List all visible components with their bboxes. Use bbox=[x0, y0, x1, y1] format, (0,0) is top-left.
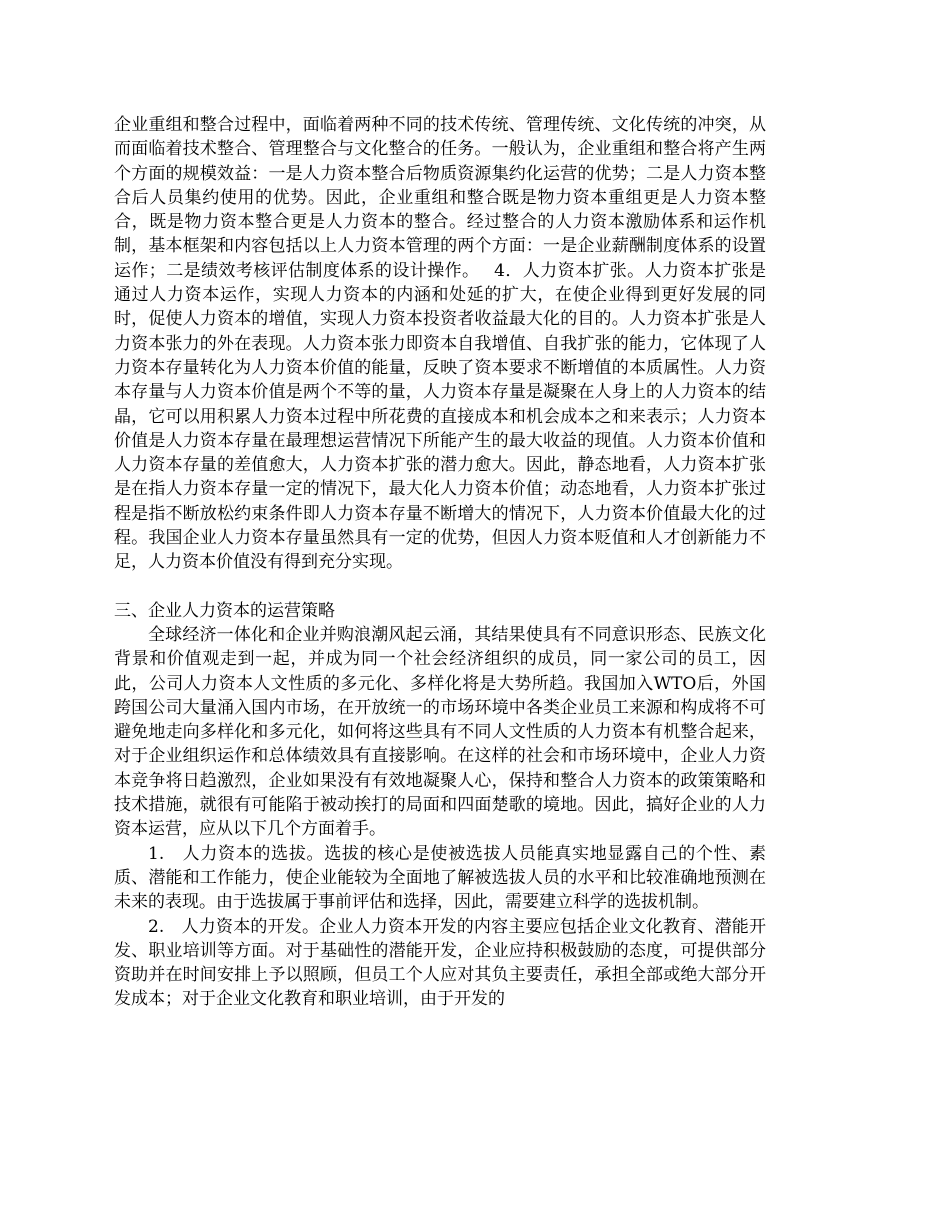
paragraph-development: 2. 人力资本的开发。企业人力资本开发的内容主要应包括企业文化教育、潜能开发、职业培训等方面。对于基础性的潜能开发，企业应持积极鼓励的态度，可提供部分资助并在时间安排上予以照顾，但员工个人应对其负主要责任，承担全部或绝大部分开发成本；对于企业文化教育和职业培训，由于开发的 bbox=[114, 916, 766, 1010]
section-heading: 三、企业人力资本的运营策略 bbox=[114, 600, 335, 621]
paragraph-strategy-intro: 全球经济一体化和企业并购浪潮风起云涌，其结果使具有不同意识形态、民族文化背景和价值观走到一起，并成为同一个社会经济组织的成员，同一家公司的员工，因此，公司人力资本人文性质的多元化、多样化将是大势所趋。我国加入WTO后，外国跨国公司大量涌入国内市场，在开放统一的市场环境中各类企业员工来源和构成将不可避免地走向多样化和多元化，如何将这些具有不同人文性质的人力资本有机整合起来，对于企业组织运作和总体绩效具有直接影响。在这样的社会和市场环境中，企业人力资本竞争将日趋激烈，企业如果没有有效地凝聚人心，保持和整合人力资本的政策策略和技术措施，就很有可能陷于被动挨打的局面和四面楚歌的境地。因此，搞好企业的人力资本运营，应从以下几个方面着手。 bbox=[114, 624, 766, 840]
paragraph-selection: 1. 人力资本的选拔。选拔的核心是使被选拔人员能真实地显露自己的个性、素质、潜能和工作能力，使企业能较为全面地了解被选拔人员的水平和比较准确地预测在未来的表现。由于选拔属于事前评估和选择，因此，需要建立科学的选拔机制。 bbox=[114, 843, 766, 913]
document-body bbox=[114, 113, 766, 1012]
paragraph-integration-expansion: 企业重组和整合过程中，面临着两种不同的技术传统、管理传统、文化传统的冲突，从而面临着技术整合、管理整合与文化整合的任务。一般认为，企业重组和整合将产生两个方面的规模效益：一是人力资本整合后物质资源集约化运营的优势；二是人力资本整合后人员集约使用的优势。因此，企业重组和整合既是物力资本重组更是人力资本整合，既是物力资本整合更是人力资本的整合。经过整合的人力资本激励体系和运作机制，基本框架和内容包括以上人力资本管理的两个方面：一是企业薪酬制度体系的设置运作；二是绩效考核评估制度体系的设计操作。 4．人力资本扩张。人力资本扩张是通过人力资本运作，实现人力资本的内涵和处延的扩大，在使企业得到更好发展的同时，促使人力资本的增值，实现人力资本投资者收益最大化的目的。人力资本扩张是人力资本张力的外在表现。人力资本张力即资本自我增值、自我扩张的能力，它体现了人力资本存量转化为人力资本价值的能量，反映了资本要求不断增值的本质属性。人力资本存量与人力资本价值是两个不等的量，人力资本存量是凝聚在人身上的人力资本的结晶，它可以用积累人力资本过程中所花费的直接成本和机会成本之和来表示；人力资本价值是人力资本存量在最理想运营情况下所能产生的最大收益的现值。人力资本价值和人力资本存量的差值愈大，人力资本扩张的潜力愈大。因此，静态地看，人力资本扩张是在指人力资本存量一定的情况下，最大化人力资本价值；动态地看，人力资本扩张过程是指不断放松约束条件即人力资本存量不断增大的情况下，人力资本价值最大化的过程。我国企业人力资本存量虽然具有一定的优势，但因人力资本贬值和人才创新能力不足，人力资本价值没有得到充分实现。 bbox=[114, 115, 766, 573]
paragraph-spacer bbox=[114, 575, 766, 599]
